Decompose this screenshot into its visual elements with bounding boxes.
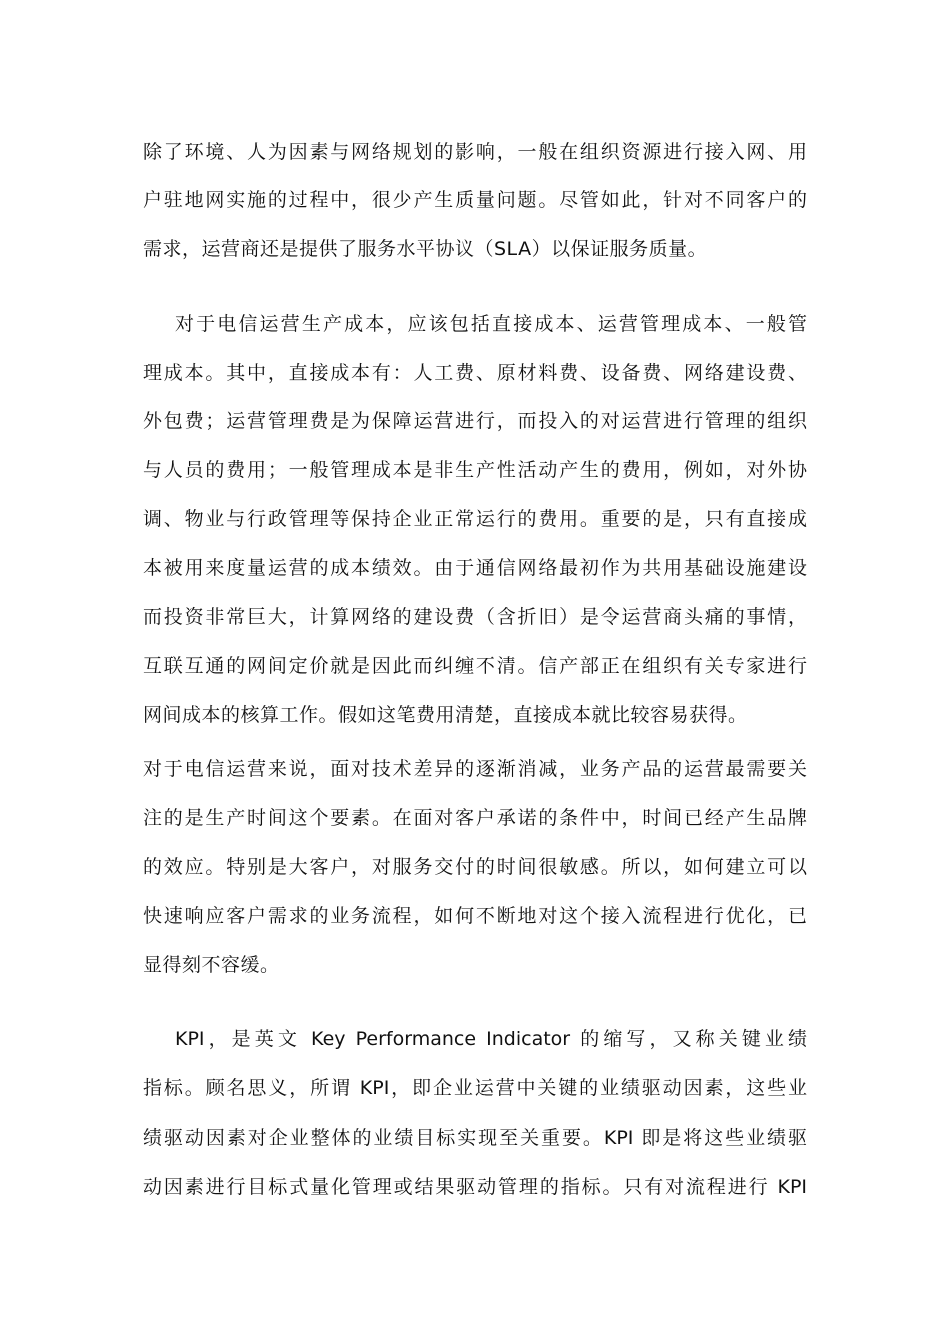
paragraph-3-line-2: 注的是生产时间这个要素。在面对客户承诺的条件中，时间已经产生品牌 [143, 807, 807, 829]
paragraph-2-line-7: 而投资非常巨大，计算网络的建设费（含折旧）是令运营商头痛的事情， [143, 606, 807, 628]
paragraph-4-line-4: 动因素进行目标式量化管理或结果驱动管理的指标。只有对流程进行 KPI [143, 1176, 807, 1198]
paragraph-1-line-2: 户驻地网实施的过程中，很少产生质量问题。尽管如此，针对不同客户的 [143, 189, 807, 211]
paragraph-3-line-5: 显得刻不容缓。 [143, 954, 280, 976]
paragraph-4-line-2: 指标。顾名思义，所谓 KPI，即企业运营中关键的业绩驱动因素，这些业 [143, 1077, 807, 1099]
paragraph-2-line-6: 本被用来度量运营的成本绩效。由于通信网络最初作为共用基础设施建设 [143, 557, 807, 579]
paragraph-2-line-9: 网间成本的核算工作。假如这笔费用清楚，直接成本就比较容易获得。 [143, 704, 748, 726]
paragraph-2-line-2: 理成本。其中，直接成本有：人工费、原材料费、设备费、网络建设费、 [143, 362, 807, 384]
paragraph-2-line-1: 对于电信运营生产成本，应该包括直接成本、运营管理成本、一般管 [175, 313, 807, 335]
paragraph-4-line-3: 绩驱动因素对企业整体的业绩目标实现至关重要。KPI 即是将这些业绩驱 [143, 1127, 807, 1149]
paragraph-2-line-3: 外包费；运营管理费是为保障运营进行，而投入的对运营进行管理的组织 [143, 410, 807, 432]
paragraph-3-line-4: 快速响应客户需求的业务流程，如何不断地对这个接入流程进行优化，已 [143, 905, 807, 927]
paragraph-2-line-8: 互联互通的网间定价就是因此而纠缠不清。信产部正在组织有关专家进行 [143, 655, 807, 677]
paragraph-1-line-1: 除了环境、人为因素与网络规划的影响，一般在组织资源进行接入网、用 [143, 141, 807, 163]
paragraph-4-line-1: KPI，是英文 Key Performance Indicator 的缩写，又称关键业绩 [175, 1028, 807, 1050]
paragraph-3-line-3: 的效应。特别是大客户，对服务交付的时间很敏感。所以，如何建立可以 [143, 856, 807, 878]
paragraph-2-line-5: 调、物业与行政管理等保持企业正常运行的费用。重要的是，只有直接成 [143, 508, 807, 530]
paragraph-1-line-3: 需求，运营商还是提供了服务水平协议（SLA）以保证服务质量。 [143, 238, 708, 260]
paragraph-3-line-1: 对于电信运营来说，面对技术差异的逐渐消减，业务产品的运营最需要关 [143, 758, 807, 780]
paragraph-2-line-4: 与人员的费用；一般管理成本是非生产性活动产生的费用，例如，对外协 [143, 459, 807, 481]
